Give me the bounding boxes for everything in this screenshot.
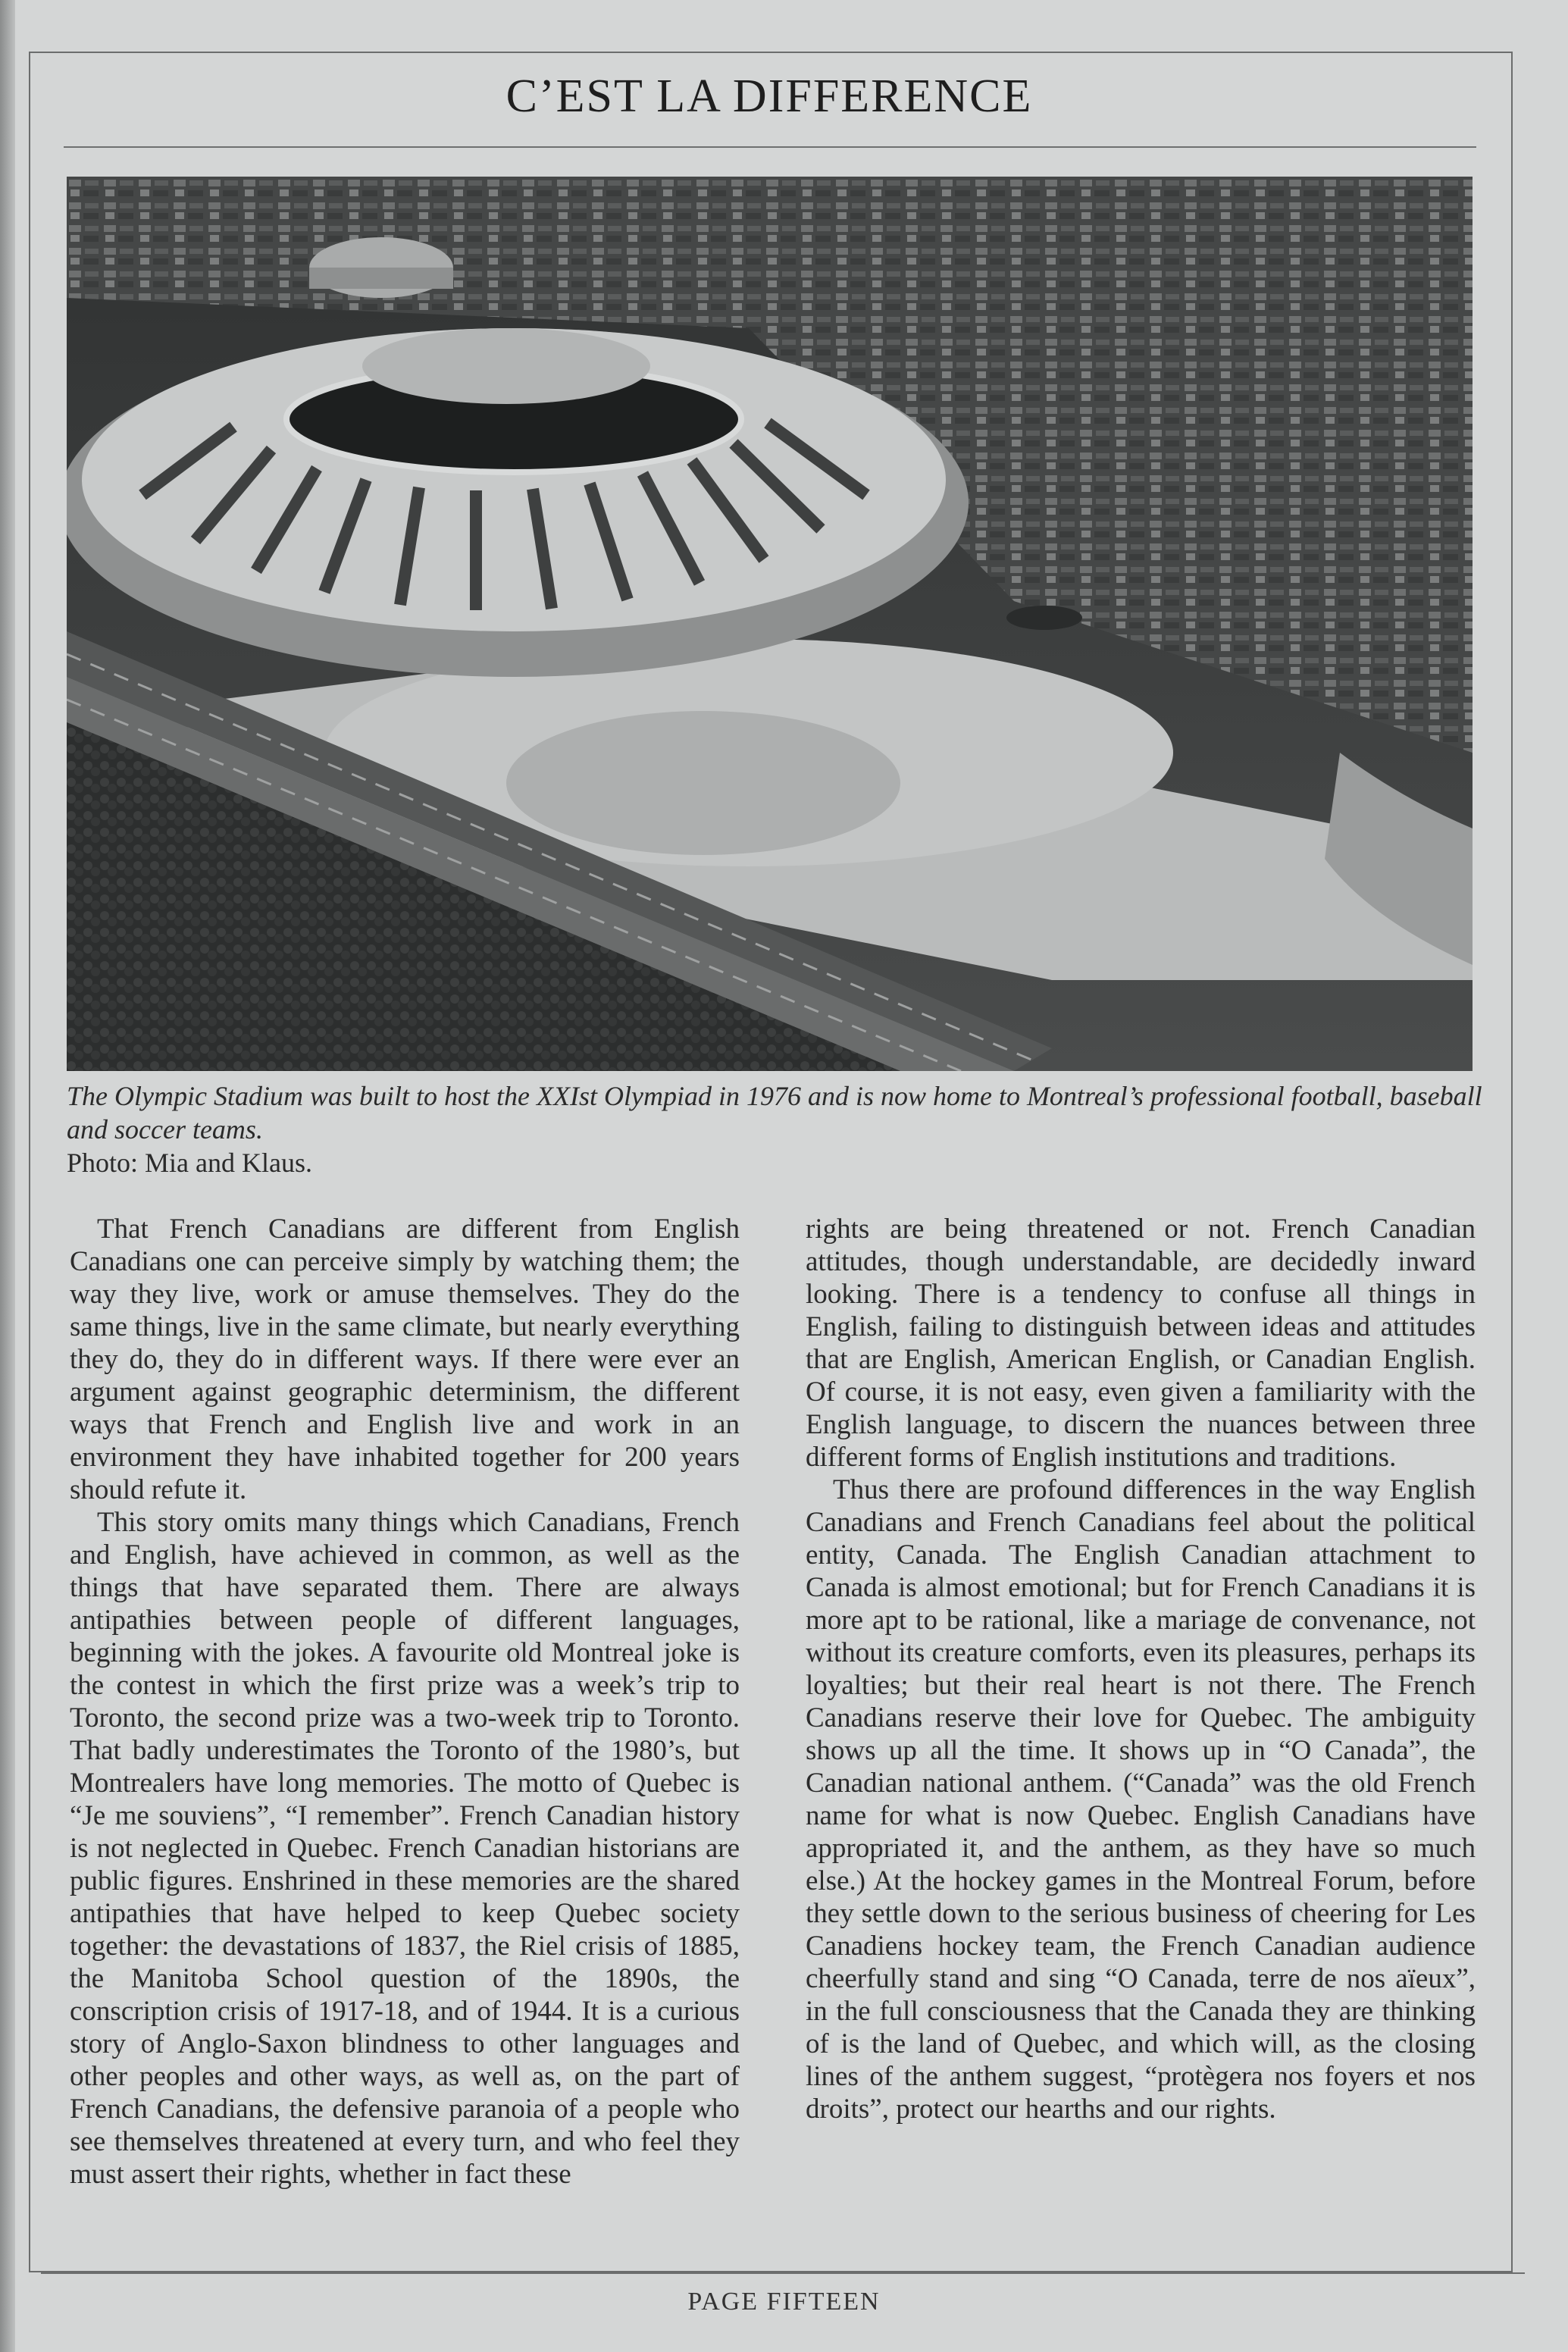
page-binding-edge xyxy=(0,0,15,2352)
article-paragraph: rights are being threatened or not. French Canadian attitudes, though understandable, are decidedly inward looking. There is a tendency to confuse all things in English, failing to distinguish between ideas and attitudes that are English, American English, or Canadian English. Of course, it is not easy, even given a familiarity with the English language, to discern the nuances between three different forms of English institutions and traditions. xyxy=(806,1214,1476,1473)
photo-caption xyxy=(67,1079,1491,1179)
page-number: PAGE FIFTEEN xyxy=(687,2288,881,2316)
article-paragraph: This story omits many things which Canadians, French and English, have achieved in common, as well as the things that have separated them. There are always antipathies between people of different languages, beginning with the jokes. A favourite old Montreal joke is the contest in which the first prize was a week’s trip to Toronto, the second prize was a two-week trip to Toronto. That badly underestimates the Toronto of the 1980’s, but Montrealers have long memories. The motto of Quebec is “Je me souviens”, “I remember”. French Canadian history is not neglected in Quebec. French Canadian historians are public figures. Enshrined in these memories are the shared antipathies that have helped to keep Quebec society together: the devastations of 1837, the Riel crisis of 1885, the Manitoba School question of the 1890s, the conscription crisis of 1917-18, and of 1944. It is a curious story of Anglo-Saxon blindness to other languages and other peoples and other ways, as well as, on the part of French Canadians, the defensive paranoia of a people who see themselves threatened at every turn, and who feel they must assert their rights, whether in fact these xyxy=(70,1507,740,2190)
stadium-photo xyxy=(67,177,1473,1071)
article-left-column xyxy=(70,1213,740,2191)
bottom-rule xyxy=(41,2272,1525,2274)
caption-text: The Olympic Stadium was built to host the XXIst Olympiad in 1976 and is now home to Montreal’s professional football, baseball and soccer teams. xyxy=(67,1081,1482,1145)
title-rule xyxy=(64,146,1476,148)
article-right-column xyxy=(806,1213,1476,2125)
photo-credit: Photo: Mia and Klaus. xyxy=(67,1148,312,1178)
article-paragraph: That French Canadians are different from English Canadians one can perceive simply by watching them; the way they live, work or amuse themselves. They do the same things, live in the same climate, but nearly everything they do, they do in different ways. If there were ever an argument against geographic determinism, the different ways that French and English live and work in an environment they have inhabited together for 200 years should refute it. xyxy=(70,1214,740,1505)
article-paragraph: Thus there are profound differences in the way English Canadians and French Canadians feel about the political entity, Canada. The English Canadian attachment to Canada is almost emotional; but for French Canadians it is more apt to be rational, like a mariage de convenance, not without its creature comforts, even its pleasures, perhaps its loyalties; but their real heart is not there. The French Canadians reserve their love for Quebec. The ambiguity shows up all the time. It shows up in “O Canada”, the Canadian national anthem. (“Canada” was the old French name for what is now Quebec. English Canadians have appropriated it, and the anthem, as they have so much else.) At the hockey games in the Montreal Forum, before they settle down to the serious business of cheering for Les Canadiens hockey team, the French Canadian audience cheerfully stand and sing “O Canada, terre de nos aïeux”, in the full consciousness that the Canada they are thinking of is the land of Quebec, and which will, as the closing lines of the anthem suggest, “protègera nos foyers et nos droits”, protect our hearths and our rights. xyxy=(806,1474,1476,2125)
page-title: C’EST LA DIFFERENCE xyxy=(505,70,1033,122)
